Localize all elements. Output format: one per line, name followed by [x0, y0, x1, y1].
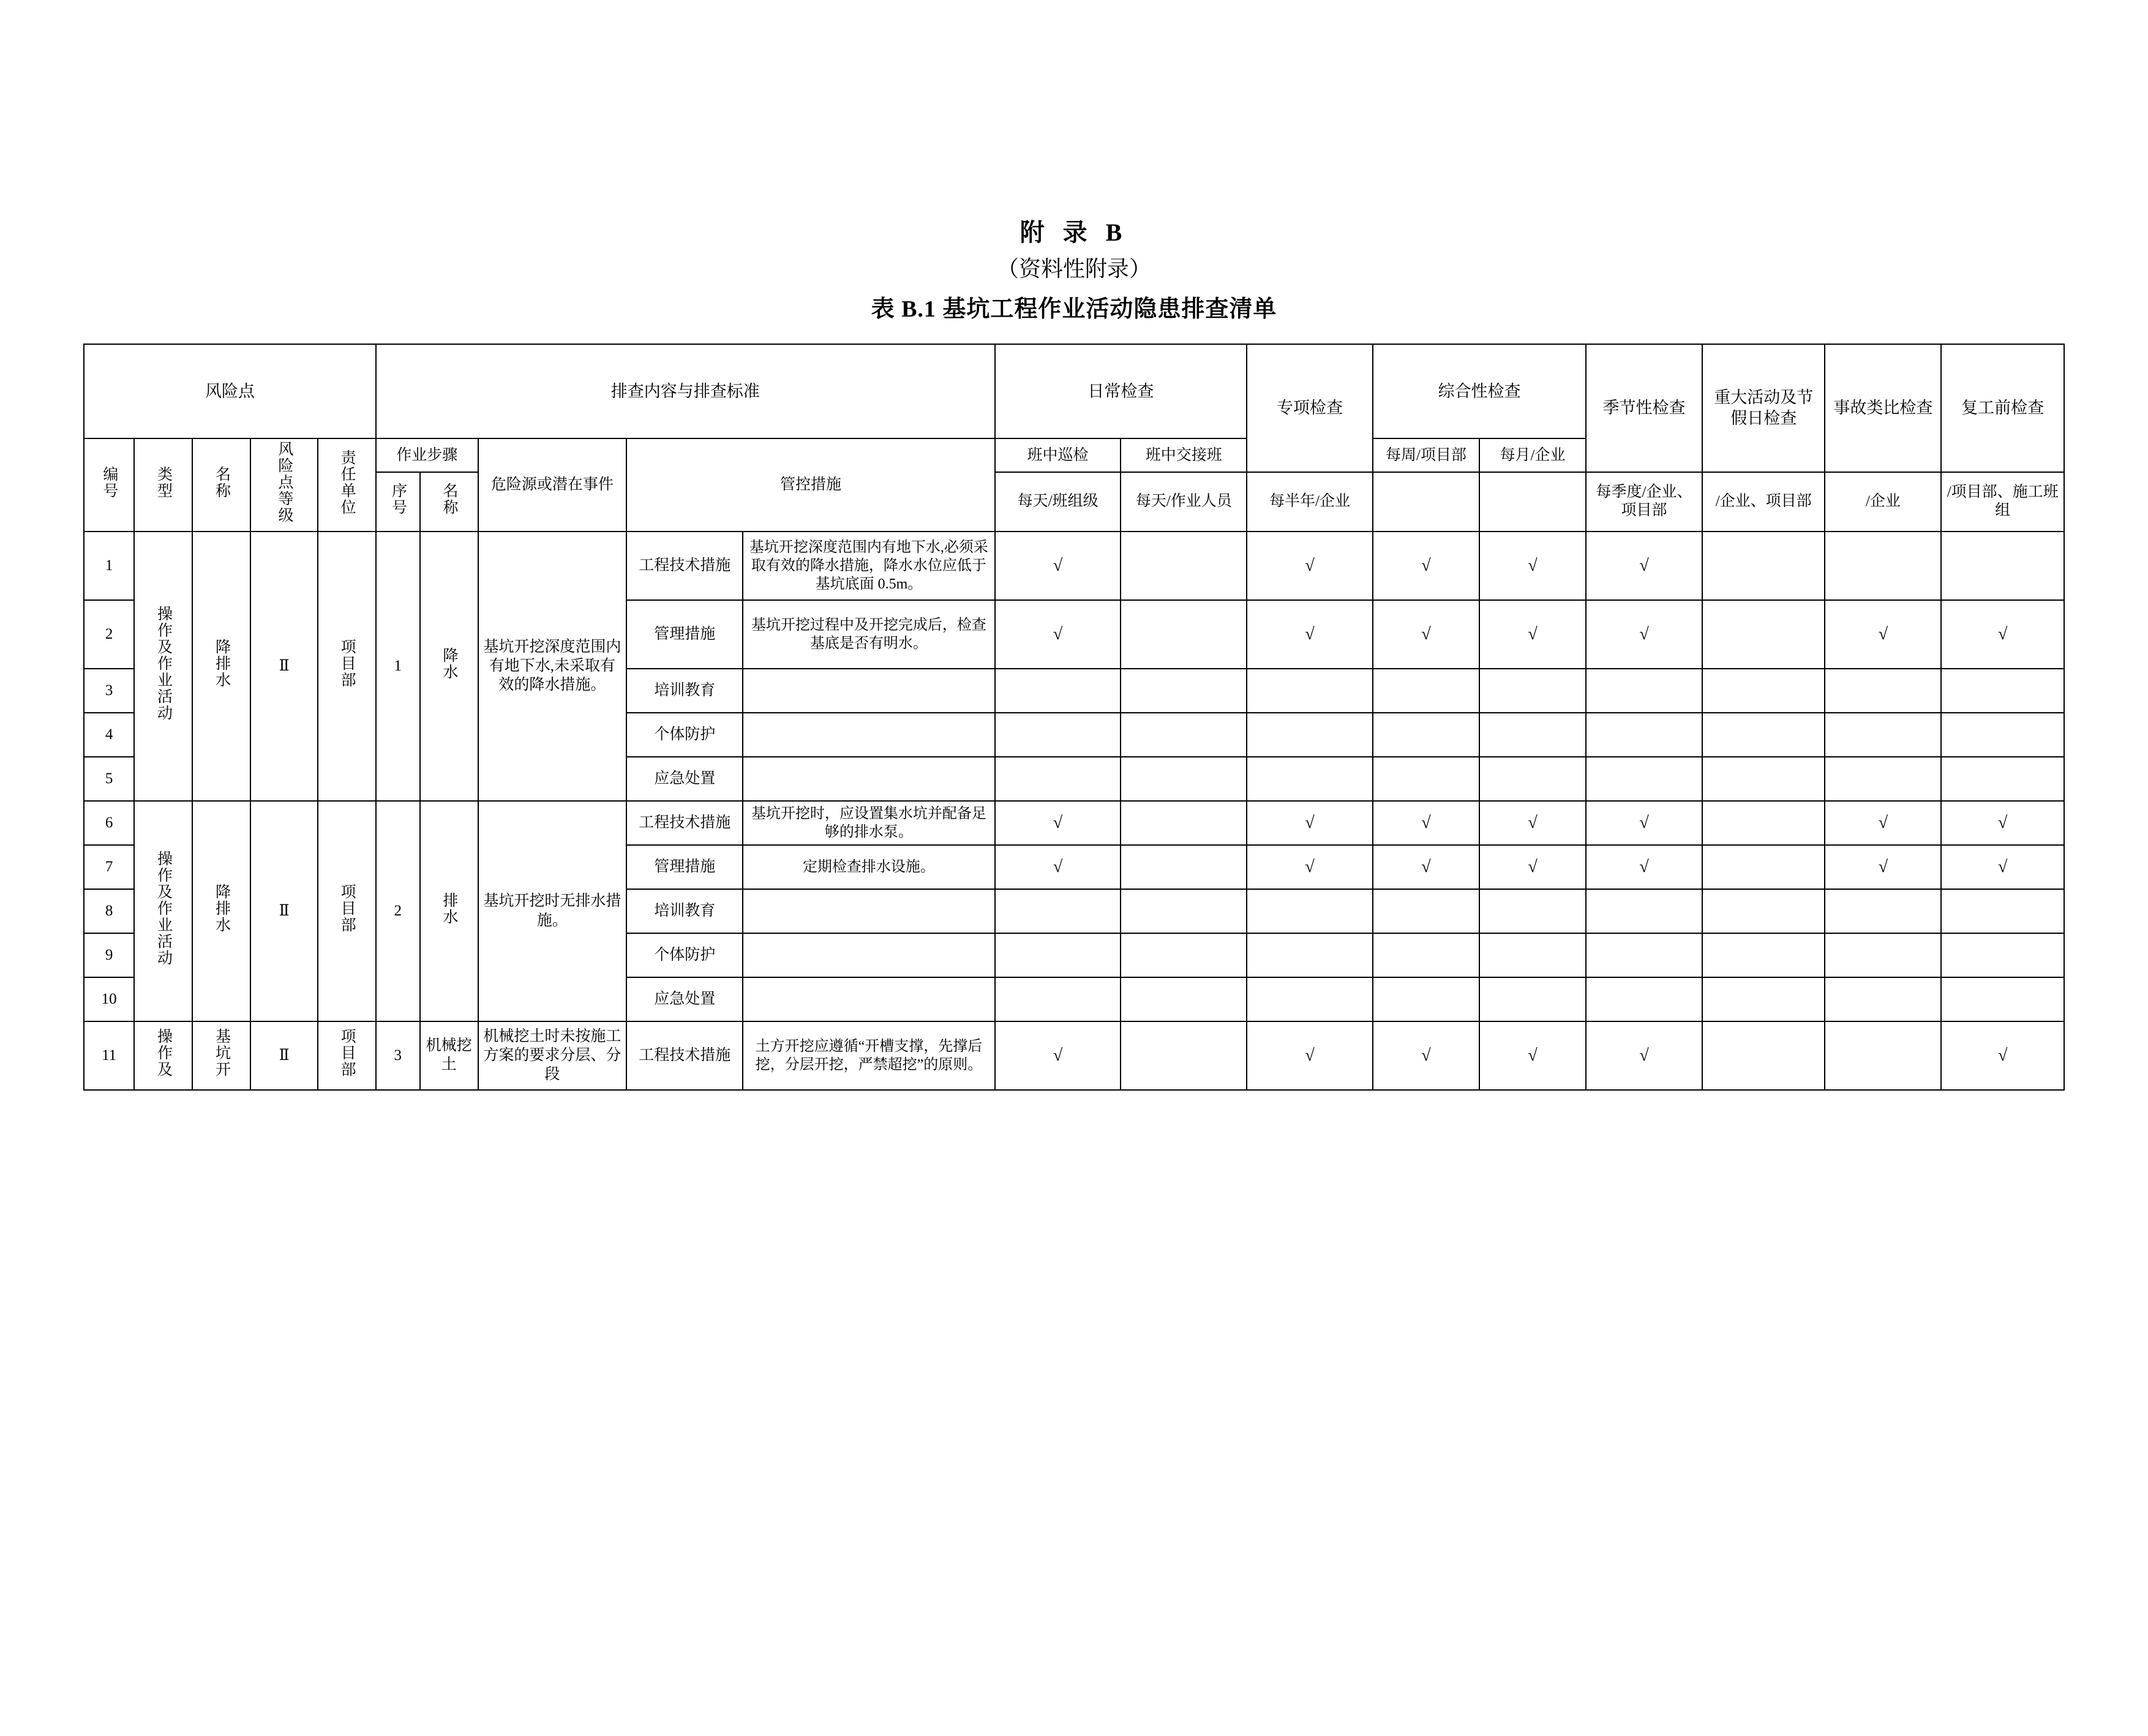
check-handover — [1121, 757, 1247, 801]
check-handover — [1121, 845, 1247, 889]
header-risk-point: 风险点 — [84, 344, 376, 438]
header-col-unit-label: 责任单位 — [339, 449, 356, 516]
check-monthly — [1479, 713, 1586, 757]
check-halfyear: √ — [1247, 845, 1373, 889]
check-quarterly: √ — [1586, 801, 1702, 845]
hazard-checklist-table — [83, 344, 2065, 1090]
check-resume — [1941, 713, 2064, 757]
responsible-unit — [318, 1021, 376, 1090]
header-accident-check: 事故类比检查 — [1825, 344, 1941, 472]
check-patrol — [995, 757, 1121, 801]
check-monthly — [1479, 889, 1586, 933]
risk-type — [134, 801, 192, 1021]
check-weekly: √ — [1373, 801, 1479, 845]
step-name — [420, 532, 478, 801]
check-resume — [1941, 757, 2064, 801]
header-freq-quarterly — [1586, 472, 1702, 532]
check-handover — [1121, 669, 1247, 713]
header-row-freq — [84, 472, 2064, 532]
row-no: 5 — [84, 757, 134, 801]
check-quarterly: √ — [1586, 1021, 1702, 1090]
check-major — [1702, 845, 1825, 889]
control-type: 应急处置 — [626, 757, 743, 801]
header-col-unit — [318, 438, 376, 531]
risk-type-label: 操作及作业活动 — [155, 851, 172, 967]
control-type: 培训教育 — [626, 889, 743, 933]
control-type: 应急处置 — [626, 977, 743, 1021]
responsible-unit-label: 项目部 — [339, 1028, 356, 1078]
check-resume: √ — [1941, 845, 2064, 889]
check-handover — [1121, 532, 1247, 600]
header-col-stepname-label: 名称 — [440, 483, 457, 516]
check-quarterly — [1586, 757, 1702, 801]
risk-type — [134, 532, 192, 801]
header-freq-daily-worker-label: 每天/作业人员 — [1135, 493, 1232, 510]
control-type: 工程技术措施 — [626, 532, 743, 600]
header-freq-halfyear-label: 每半年/企业 — [1269, 493, 1350, 510]
risk-level: Ⅱ — [250, 532, 318, 801]
check-handover — [1121, 600, 1247, 669]
row-no: 11 — [84, 1021, 134, 1090]
check-accident — [1825, 532, 1941, 600]
check-monthly — [1479, 933, 1586, 977]
row-no: 10 — [84, 977, 134, 1021]
check-accident — [1825, 1021, 1941, 1090]
header-col-level — [250, 438, 318, 531]
row-no: 2 — [84, 600, 134, 669]
header-freq-resume-label: /项目部、施工班组 — [1947, 483, 2059, 519]
header-inshift-patrol: 班中巡检 — [995, 438, 1121, 472]
table-row — [84, 1021, 2064, 1090]
header-col-name-label: 名称 — [213, 465, 230, 499]
header-col-level-label: 风险点等级 — [276, 441, 293, 524]
check-weekly: √ — [1373, 532, 1479, 600]
check-major — [1702, 713, 1825, 757]
header-col-no — [84, 438, 134, 531]
risk-name — [192, 801, 250, 1021]
check-major — [1702, 600, 1825, 669]
table-row — [84, 801, 2064, 845]
check-patrol — [995, 669, 1121, 713]
row-no: 9 — [84, 933, 134, 977]
header-col-control: 管控措施 — [626, 438, 994, 531]
risk-type-label: 操作及作业活动 — [155, 606, 172, 722]
check-patrol — [995, 977, 1121, 1021]
check-patrol: √ — [995, 1021, 1121, 1090]
header-col-hazard — [478, 438, 627, 531]
control-text: 基坑开挖时，应设置集水坑并配备足够的排水泵。 — [743, 801, 994, 845]
check-weekly: √ — [1373, 600, 1479, 669]
control-text — [743, 757, 994, 801]
header-special-check: 专项检查 — [1247, 344, 1373, 472]
header-col-seq-label: 序号 — [389, 483, 407, 516]
check-halfyear — [1247, 889, 1373, 933]
risk-level: Ⅱ — [250, 1021, 318, 1090]
check-weekly: √ — [1373, 845, 1479, 889]
check-monthly: √ — [1479, 845, 1586, 889]
check-halfyear: √ — [1247, 1021, 1373, 1090]
header-row-groups — [84, 344, 2064, 438]
check-quarterly — [1586, 713, 1702, 757]
control-text — [743, 669, 994, 713]
check-accident — [1825, 889, 1941, 933]
hazard-text: 基坑开挖深度范围内有地下水,未采取有效的降水措施。 — [478, 532, 627, 801]
step-seq: 1 — [376, 532, 420, 801]
check-weekly — [1373, 757, 1479, 801]
step-seq: 2 — [376, 801, 420, 1021]
header-monthly-label: 每月/企业 — [1500, 446, 1566, 464]
responsible-unit-label: 项目部 — [339, 884, 356, 934]
row-no: 4 — [84, 713, 134, 757]
check-resume — [1941, 933, 2064, 977]
risk-name — [192, 532, 250, 801]
control-type: 工程技术措施 — [626, 1021, 743, 1090]
check-resume — [1941, 977, 2064, 1021]
check-quarterly: √ — [1586, 845, 1702, 889]
check-major — [1702, 977, 1825, 1021]
control-text — [743, 933, 994, 977]
step-name-label: 机械挖土 — [426, 1037, 472, 1073]
check-major — [1702, 757, 1825, 801]
control-text — [743, 977, 994, 1021]
hazard-text: 基坑开挖时无排水措施。 — [478, 801, 627, 1021]
header-monthly-col — [1479, 438, 1586, 472]
risk-type-label: 操作及 — [155, 1028, 172, 1078]
check-halfyear — [1247, 669, 1373, 713]
check-monthly: √ — [1479, 801, 1586, 845]
header-freq-monthly-sub — [1479, 472, 1586, 532]
header-col-name — [192, 438, 250, 531]
header-freq-daily-worker — [1121, 472, 1247, 532]
header-daily-check: 日常检查 — [995, 344, 1247, 438]
risk-type — [134, 1021, 192, 1090]
check-weekly — [1373, 933, 1479, 977]
header-major-event-check: 重大活动及节假日检查 — [1702, 344, 1825, 472]
row-no: 7 — [84, 845, 134, 889]
header-freq-quarterly-label: 每季度/企业、项目部 — [1596, 483, 1692, 519]
responsible-unit-label: 项目部 — [339, 639, 356, 689]
check-patrol — [995, 889, 1121, 933]
check-resume — [1941, 532, 2064, 600]
check-monthly: √ — [1479, 532, 1586, 600]
check-handover — [1121, 713, 1247, 757]
check-patrol — [995, 713, 1121, 757]
header-col-type-label: 类型 — [155, 465, 172, 499]
control-text: 土方开挖应遵循“开槽支撑，先撑后挖，分层开挖，严禁超挖”的原则。 — [743, 1021, 994, 1090]
control-type: 管理措施 — [626, 845, 743, 889]
header-col-hazard-label: 危险源或潜在事件 — [490, 476, 614, 494]
check-resume: √ — [1941, 600, 2064, 669]
check-patrol: √ — [995, 845, 1121, 889]
check-patrol — [995, 933, 1121, 977]
check-halfyear: √ — [1247, 801, 1373, 845]
header-freq-halfyear — [1247, 472, 1373, 532]
table-row — [84, 532, 2064, 600]
check-accident: √ — [1825, 845, 1941, 889]
step-name-label: 降水 — [440, 647, 457, 680]
risk-name-label: 降排水 — [213, 639, 230, 689]
check-major — [1702, 933, 1825, 977]
check-accident: √ — [1825, 801, 1941, 845]
check-quarterly — [1586, 669, 1702, 713]
risk-name-label: 降排水 — [213, 884, 230, 934]
control-text — [743, 889, 994, 933]
header-freq-weekly-sub — [1373, 472, 1479, 532]
header-freq-accident-label: /企业 — [1865, 493, 1901, 510]
step-seq: 3 — [376, 1021, 420, 1090]
check-halfyear — [1247, 713, 1373, 757]
check-patrol: √ — [995, 801, 1121, 845]
check-resume — [1941, 889, 2064, 933]
check-quarterly: √ — [1586, 600, 1702, 669]
check-major — [1702, 1021, 1825, 1090]
check-weekly — [1373, 669, 1479, 713]
control-text — [743, 713, 994, 757]
check-handover — [1121, 889, 1247, 933]
check-accident — [1825, 977, 1941, 1021]
control-type: 工程技术措施 — [626, 801, 743, 845]
control-text: 基坑开挖过程中及开挖完成后，检查基底是否有明水。 — [743, 600, 994, 669]
control-type: 管理措施 — [626, 600, 743, 669]
check-halfyear — [1247, 757, 1373, 801]
check-resume — [1941, 669, 2064, 713]
header-comprehensive-check: 综合性检查 — [1373, 344, 1586, 438]
row-no: 3 — [84, 669, 134, 713]
risk-level: Ⅱ — [250, 801, 318, 1021]
header-work-step: 作业步骤 — [376, 438, 478, 472]
check-weekly — [1373, 977, 1479, 1021]
check-accident — [1825, 713, 1941, 757]
header-freq-daily-team-label: 每天/班组级 — [1017, 493, 1098, 510]
check-halfyear — [1247, 977, 1373, 1021]
header-weekly-label: 每周/项目部 — [1385, 446, 1466, 464]
step-name — [420, 801, 478, 1021]
row-no: 6 — [84, 801, 134, 845]
table-title: 表 B.1 基坑工程作业活动隐患排查清单 — [871, 296, 1277, 322]
check-patrol: √ — [995, 600, 1121, 669]
check-resume: √ — [1941, 1021, 2064, 1090]
header-freq-major-label: /企业、项目部 — [1715, 493, 1812, 510]
header-inspection-content: 排查内容与排查标准 — [376, 344, 995, 438]
hazard-text: 机械挖土时未按施工方案的要求分层、分段 — [478, 1021, 627, 1090]
check-monthly: √ — [1479, 1021, 1586, 1090]
header-freq-daily-team — [995, 472, 1121, 532]
check-handover — [1121, 1021, 1247, 1090]
check-patrol: √ — [995, 532, 1121, 600]
appendix-title: 附 录 B — [1020, 219, 1128, 246]
step-name — [420, 1021, 478, 1090]
check-accident — [1825, 933, 1941, 977]
check-quarterly — [1586, 977, 1702, 1021]
check-monthly — [1479, 977, 1586, 1021]
header-col-stepname — [420, 472, 478, 532]
responsible-unit — [318, 532, 376, 801]
check-accident — [1825, 669, 1941, 713]
check-accident — [1825, 757, 1941, 801]
responsible-unit — [318, 801, 376, 1021]
check-halfyear: √ — [1247, 600, 1373, 669]
check-major — [1702, 889, 1825, 933]
row-no: 1 — [84, 532, 134, 600]
header-col-seq — [376, 472, 420, 532]
check-weekly — [1373, 713, 1479, 757]
header-freq-major — [1702, 472, 1825, 532]
check-major — [1702, 801, 1825, 845]
check-monthly — [1479, 669, 1586, 713]
check-handover — [1121, 977, 1247, 1021]
risk-name — [192, 1021, 250, 1090]
check-halfyear — [1247, 933, 1373, 977]
check-quarterly — [1586, 933, 1702, 977]
control-text: 定期检查排水设施。 — [743, 845, 994, 889]
header-freq-accident — [1825, 472, 1941, 532]
check-major — [1702, 669, 1825, 713]
check-accident: √ — [1825, 600, 1941, 669]
control-text: 基坑开挖深度范围内有地下水,必须采取有效的降水措施，降水水位应低于基坑底面 0.5m。 — [743, 532, 994, 600]
check-major — [1702, 532, 1825, 600]
header-freq-resume — [1941, 472, 2064, 532]
header-seasonal-check: 季节性检查 — [1586, 344, 1702, 472]
check-weekly — [1373, 889, 1479, 933]
step-name-label: 排水 — [440, 892, 457, 925]
header-col-no-label: 编号 — [100, 465, 118, 499]
check-handover — [1121, 933, 1247, 977]
check-halfyear: √ — [1247, 532, 1373, 600]
appendix-subtitle: （资料性附录） — [996, 257, 1151, 281]
check-monthly — [1479, 757, 1586, 801]
header-weekly-col — [1373, 438, 1479, 472]
header-col-type — [134, 438, 192, 531]
control-type: 个体防护 — [626, 933, 743, 977]
control-type: 培训教育 — [626, 669, 743, 713]
row-no: 8 — [84, 889, 134, 933]
check-handover — [1121, 801, 1247, 845]
check-resume: √ — [1941, 801, 2064, 845]
check-quarterly: √ — [1586, 532, 1702, 600]
control-type: 个体防护 — [626, 713, 743, 757]
header-shift-handover: 班中交接班 — [1121, 438, 1247, 472]
risk-name-label: 基坑开 — [213, 1028, 230, 1078]
header-resume-work-check: 复工前检查 — [1941, 344, 2064, 472]
check-monthly: √ — [1479, 600, 1586, 669]
document-page — [0, 217, 2148, 1736]
title-block — [0, 217, 2148, 328]
check-weekly: √ — [1373, 1021, 1479, 1090]
check-quarterly — [1586, 889, 1702, 933]
